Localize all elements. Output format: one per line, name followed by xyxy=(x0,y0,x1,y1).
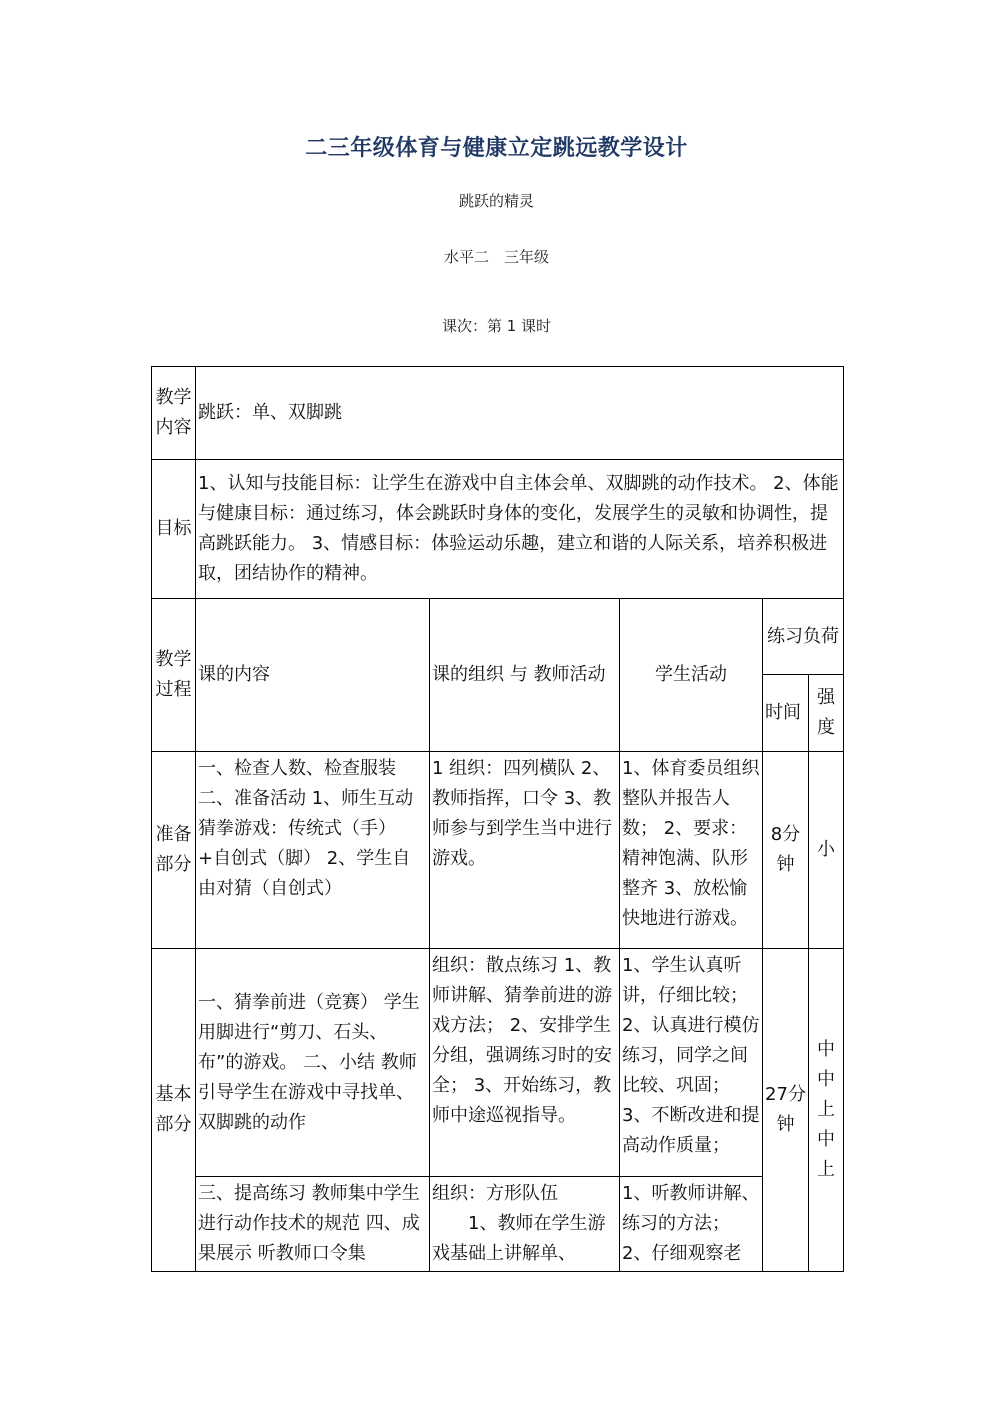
column-header-intensity: 强度 xyxy=(809,675,844,752)
grade-level: 水平二 三年级 xyxy=(443,248,549,266)
column-header-organization: 课的组织 与 教师活动 xyxy=(430,599,620,752)
column-header-time: 时间 xyxy=(763,675,809,752)
prep-organization: 1 组织：四列横队 2、教师指挥，口令 3、教师参与到学生当中进行游戏。 xyxy=(430,752,620,949)
header-row-1 xyxy=(152,599,844,675)
document-subtitle: 跳跃的精灵 xyxy=(458,192,534,210)
prep-row xyxy=(152,752,844,949)
basic-row-1 xyxy=(152,949,844,1177)
document-title: 二三年级体育与健康立定跳远教学设计 xyxy=(305,136,688,161)
lesson-number: 课次：第 1 课时 xyxy=(441,317,552,335)
basic-time: 27分钟 xyxy=(763,949,809,1272)
lesson-plan-table xyxy=(151,366,844,1272)
prep-time: 8分钟 xyxy=(763,752,809,949)
basic-student-activity-1: 1、学生认真听讲，仔细比较； 2、认真进行模仿练习，同学之间比较、巩固； 3、不断改进和提高动作质量； xyxy=(620,949,763,1177)
prep-intensity: 小 xyxy=(809,752,844,949)
column-header-content: 课的内容 xyxy=(196,599,430,752)
goal-label: 目标 xyxy=(152,460,196,599)
basic-content-2: 三、提高练习 教师集中学生进行动作技术的规范 四、成果展示 听教师口令集 xyxy=(196,1177,430,1272)
prep-label: 准备部分 xyxy=(152,752,196,949)
content-label: 教学内容 xyxy=(152,367,196,460)
basic-student-activity-2: 1、听教师讲解、练习的方法； 2、仔细观察老 xyxy=(620,1177,763,1272)
basic-organization-2: 组织：方形队伍 1、教师在学生游戏基础上讲解单、 xyxy=(430,1177,620,1272)
content-value: 跳跃：单、双脚跳 xyxy=(196,367,844,460)
basic-label: 基本部分 xyxy=(152,949,196,1272)
process-label: 教学过程 xyxy=(152,599,196,752)
goal-row xyxy=(152,460,844,599)
prep-content: 一、检查人数、检查服装 二、准备活动 1、师生互动猜拳游戏：传统式（手）+自创式（脚） 2、学生自由对猜（自创式） xyxy=(196,752,430,949)
basic-intensity: 中中上中上 xyxy=(809,949,844,1272)
content-row xyxy=(152,367,844,460)
column-header-student: 学生活动 xyxy=(620,599,763,752)
basic-content-1: 一、猜拳前进（竞赛） 学生用脚进行“剪刀、石头、布”的游戏。 二、小结 教师引导学生在游戏中寻找单、双脚跳的动作 xyxy=(196,949,430,1177)
prep-student-activity: 1、体育委员组织整队并报告人数； 2、要求：精神饱满、队形整齐 3、放松愉快地进行游戏。 xyxy=(620,752,763,949)
basic-row-2 xyxy=(152,1177,844,1272)
column-header-load: 练习负荷 xyxy=(763,599,844,675)
goal-value: 1、认知与技能目标：让学生在游戏中自主体会单、双脚跳的动作技术。 2、体能与健康目标：通过练习，体会跳跃时身体的变化，发展学生的灵敏和协调性，提高跳跃能力。 3、情感目标：体验运动乐趣，建立和谐的人际关系，培养积极进取，团结协作的精神。 xyxy=(196,460,844,599)
basic-organization-1: 组织：散点练习 1、教师讲解、猜拳前进的游戏方法； 2、安排学生分组，强调练习时的安全； 3、开始练习，教师中途巡视指导。 xyxy=(430,949,620,1177)
